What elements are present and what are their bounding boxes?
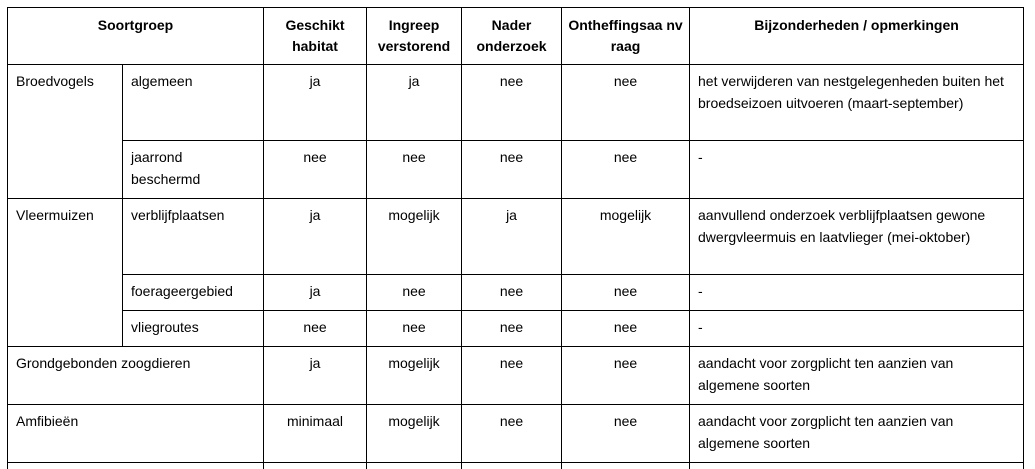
header-row xyxy=(8,8,1024,65)
note-cell: het verwijderen van nestgelegenheden buiten het broedseizoen uitvoeren (maart-september) xyxy=(690,65,1024,141)
sub-cell: algemeen xyxy=(123,65,264,141)
group-cell: Vleermuizen xyxy=(8,199,123,347)
cut-cell xyxy=(562,463,690,469)
table-row xyxy=(8,199,1024,275)
ingreep-cell: mogelijk xyxy=(367,199,462,275)
habitat-cell: ja xyxy=(264,199,367,275)
header-nader: Nader onderzoek xyxy=(462,8,562,65)
ontheffing-cell: nee xyxy=(562,65,690,141)
sub-cell: verblijfplaatsen xyxy=(123,199,264,275)
table-row xyxy=(8,275,1024,311)
cut-cell xyxy=(367,463,462,469)
ingreep-cell: nee xyxy=(367,275,462,311)
ingreep-cell: nee xyxy=(367,141,462,199)
header-ingreep: Ingreep verstorend xyxy=(367,8,462,65)
sub-cell: vliegroutes xyxy=(123,311,264,347)
header-habitat: Geschikt habitat xyxy=(264,8,367,65)
nader-cell: nee xyxy=(462,65,562,141)
ontheffing-cell: nee xyxy=(562,275,690,311)
ingreep-cell: mogelijk xyxy=(367,347,462,405)
habitat-cell: nee xyxy=(264,311,367,347)
table-row xyxy=(8,65,1024,141)
cut-cell xyxy=(462,463,562,469)
note-cell: - xyxy=(690,275,1024,311)
ingreep-cell: nee xyxy=(367,311,462,347)
nader-cell: nee xyxy=(462,141,562,199)
habitat-cell: minimaal xyxy=(264,405,367,463)
ontheffing-cell: nee xyxy=(562,141,690,199)
ingreep-cell: ja xyxy=(367,65,462,141)
cut-cell xyxy=(690,463,1024,469)
ontheffing-cell: nee xyxy=(562,347,690,405)
table-row-cut xyxy=(8,463,1024,469)
ontheffing-cell: mogelijk xyxy=(562,199,690,275)
table-row xyxy=(8,347,1024,405)
cut-cell xyxy=(264,463,367,469)
header-soortgroep: Soortgroep xyxy=(8,8,264,65)
group-cell: Amfibieën xyxy=(8,405,264,463)
nader-cell: nee xyxy=(462,347,562,405)
note-cell: - xyxy=(690,141,1024,199)
group-cell: Broedvogels xyxy=(8,65,123,199)
note-cell: - xyxy=(690,311,1024,347)
cut-cell xyxy=(8,463,264,469)
header-bijzonderheden: Bijzonderheden / opmerkingen xyxy=(690,8,1024,65)
nader-cell: nee xyxy=(462,311,562,347)
ingreep-cell: mogelijk xyxy=(367,405,462,463)
nader-cell: nee xyxy=(462,275,562,311)
ontheffing-cell: nee xyxy=(562,405,690,463)
table-row xyxy=(8,311,1024,347)
habitat-cell: ja xyxy=(264,275,367,311)
habitat-cell: ja xyxy=(264,65,367,141)
sub-cell: foerageergebied xyxy=(123,275,264,311)
sub-cell: jaarrond beschermd xyxy=(123,141,264,199)
habitat-cell: nee xyxy=(264,141,367,199)
ontheffing-cell: nee xyxy=(562,311,690,347)
table-row xyxy=(8,141,1024,199)
note-cell: aandacht voor zorgplicht ten aanzien van algemene soorten xyxy=(690,405,1024,463)
header-ontheffing: Ontheffingsaa nvraag xyxy=(562,8,690,65)
table-row xyxy=(8,405,1024,463)
note-cell: aandacht voor zorgplicht ten aanzien van algemene soorten xyxy=(690,347,1024,405)
habitat-cell: ja xyxy=(264,347,367,405)
nader-cell: ja xyxy=(462,199,562,275)
nader-cell: nee xyxy=(462,405,562,463)
species-table xyxy=(7,7,1024,469)
note-cell: aanvullend onderzoek verblijfplaatsen gewone dwergvleermuis en laatvlieger (mei-oktober) xyxy=(690,199,1024,275)
group-cell: Grondgebonden zoogdieren xyxy=(8,347,264,405)
